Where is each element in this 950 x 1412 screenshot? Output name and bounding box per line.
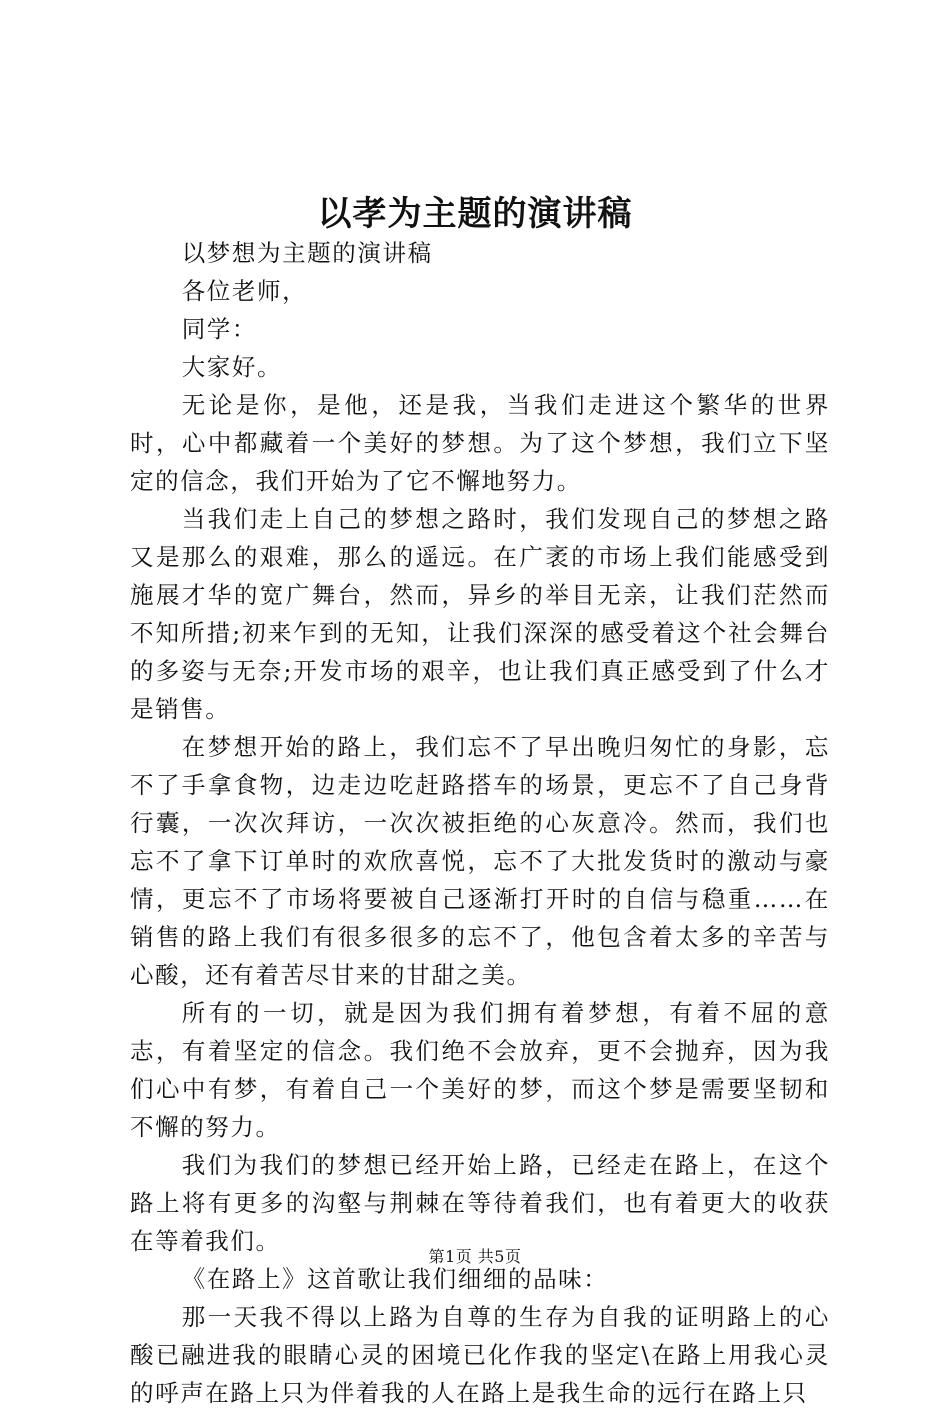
- paragraph-body: 我们为我们的梦想已经开始上路，已经走在路上，在这个路上将有更多的沟壑与荆棘在等待着我们，也有着更大的收获在等着我们。: [130, 1151, 830, 1255]
- paragraph-body: 无论是你，是他，还是我，当我们走进这个繁华的世界时，心中都藏着一个美好的梦想。为了这个梦想，我们立下坚定的信念，我们开始为了它不懈地努力。: [130, 391, 830, 495]
- paragraph-salutation-students: 同学：: [181, 315, 257, 343]
- page-number-footer: 第1页 共5页: [428, 1247, 522, 1266]
- paragraph-body: 当我们走上自己的梦想之路时，我们发现自己的梦想之路又是那么的艰难，那么的遥远。在广袤的市场上我们能感受到施展才华的宽广舞台，然而，异乡的举目无亲，让我们茫然而不知所措;初来乍到的无知，让我们深深的感受着这个社会舞台的多姿与无奈;开发市场的艰辛，也让我们真正感受到了什么才是销售。: [130, 505, 830, 723]
- paragraph-body: 在梦想开始的路上，我们忘不了早出晚归匆忙的身影，忘不了手拿食物，边走边吃赶路搭车的场景，更忘不了自己身背行囊，一次次拜访，一次次被拒绝的心灰意冷。然而，我们也忘不了拿下订单时的欢欣喜悦，忘不了大批发货时的激动与豪情，更忘不了市场将要被自己逐渐打开时的自信与稳重……在销售的路上我们有很多很多的忘不了，他包含着太多的辛苦与心酸，还有着苦尽甘来的甘甜之美。: [130, 733, 830, 989]
- paragraph-salutation-teachers: 各位老师，: [181, 277, 308, 305]
- paragraph-body: 所有的一切，就是因为我们拥有着梦想，有着不屈的意志，有着坚定的信念。我们绝不会放弃，更不会抛弃，因为我们心中有梦，有着自己一个美好的梦，而这个梦是需要坚韧和不懈的努力。: [130, 999, 830, 1141]
- paragraph-body: 《在路上》这首歌让我们细细的品味：: [181, 1265, 609, 1293]
- document-title: 以孝为主题的演讲稿: [317, 194, 633, 234]
- paragraph-body: 那一天我不得以上路为自尊的生存为自我的证明路上的心酸已融进我的眼睛心灵的困境已化作我的坚定\在路上用我心灵的呼声在路上只为伴着我的人在路上是我生命的远行在路上只: [130, 1303, 830, 1407]
- document-body: [130, 234, 830, 1412]
- paragraph-subtitle: 以梦想为主题的演讲稿: [181, 239, 433, 267]
- paragraph-greeting: 大家好。: [181, 353, 283, 381]
